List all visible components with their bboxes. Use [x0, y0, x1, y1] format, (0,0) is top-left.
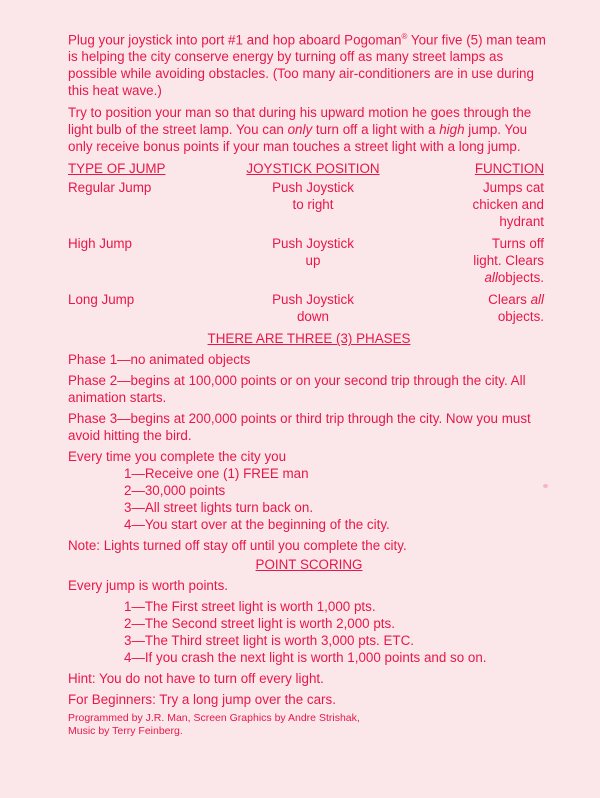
jump-type: Long Jump: [68, 292, 135, 308]
phase-2: Phase 2—begins at 100,000 points or on your second trip through the city. All animation starts.: [68, 373, 526, 406]
function-line-3: [388, 269, 544, 286]
registered-mark: ®: [401, 32, 408, 41]
credits-line-1: Programmed by J.R. Man, Screen Graphics by Andre Strishak,: [68, 712, 360, 725]
function-line-1: [388, 291, 544, 308]
position-line-2: down: [296, 309, 329, 325]
intro2-text-a: Try to position your man so that during his upward motion he goes through the light bulb of the street lamp. You can: [68, 105, 532, 138]
beginners-text: For Beginners: Try a long jump over the cars.: [68, 692, 336, 708]
position-line-2: to right: [292, 197, 334, 213]
function-line-3: hydrant: [499, 214, 544, 230]
list-item: 4—You start over at the beginning of the city.: [124, 517, 390, 533]
every-time-text: Every time you complete the city you: [68, 449, 287, 465]
intro2-text-c: jump. You only receive bonus points if your man touches a street light with a long jump.: [68, 122, 528, 155]
jump-function: [388, 235, 544, 286]
intro-text-a: Plug your joystick into port #1 and hop aboard Pogoman: [68, 32, 402, 48]
header-function: FUNCTION: [474, 161, 544, 177]
intro-paragraph-1: [68, 28, 550, 99]
function-line-1: Jumps cat: [482, 180, 544, 196]
jump-type: Regular Jump: [68, 180, 152, 196]
scoring-list: [68, 598, 550, 666]
function-line-2: objects.: [497, 309, 544, 325]
credits: [68, 712, 550, 738]
function-clears: Clears: [488, 292, 531, 308]
position-line-2: up: [305, 253, 321, 269]
intro-paragraph-2: [68, 104, 550, 155]
function-line-1: Turns off: [491, 236, 544, 252]
paper-speck: [543, 484, 548, 488]
joystick-position: [238, 235, 388, 286]
jump-function: [388, 291, 544, 325]
joystick-position: [238, 291, 388, 325]
list-item: 2—30,000 points: [124, 483, 226, 499]
phases-heading: THERE ARE THREE (3) PHASES: [207, 331, 411, 347]
note-text: Note: Lights turned off stay off until you complete the city.: [68, 538, 407, 554]
list-item: 4—If you crash the next light is worth 1,000 points and so on.: [124, 650, 487, 666]
jump-row-regular: [68, 179, 544, 230]
completion-list: [68, 465, 550, 533]
function-objects: objects.: [497, 270, 544, 286]
position-line-1: Push Joystick: [272, 236, 354, 252]
function-all: all: [484, 270, 498, 286]
joystick-position: [238, 179, 388, 230]
scoring-intro: Every jump is worth points.: [68, 578, 229, 594]
list-item: 2—The Second street light is worth 2,000 pts.: [124, 616, 395, 632]
header-position: JOYSTICK POSITION: [246, 161, 380, 177]
scoring-heading: POINT SCORING: [255, 557, 363, 573]
list-item: 3—The Third street light is worth 3,000 pts. ETC.: [124, 633, 415, 649]
list-item: 3—All street lights turn back on.: [124, 500, 314, 516]
list-item: 1—The First street light is worth 1,000 pts.: [124, 599, 376, 615]
function-line-2: light. Clears: [473, 253, 544, 269]
header-type: TYPE OF JUMP: [68, 161, 166, 177]
position-line-1: Push Joystick: [272, 292, 354, 308]
jump-type: High Jump: [68, 236, 133, 252]
function-line-2: chicken and: [472, 197, 544, 213]
position-line-1: Push Joystick: [272, 180, 354, 196]
hint-text: Hint: You do not have to turn off every light.: [68, 671, 324, 687]
function-all: all: [530, 292, 544, 308]
scoring-heading-wrap: [68, 556, 550, 573]
jump-table: [68, 160, 544, 325]
jump-function: [388, 179, 544, 230]
list-item: 1—Receive one (1) FREE man: [124, 466, 309, 482]
intro-text-b: Your five (5) man team is helping the city conserve energy by turning off as many street lamps as possible while avoiding obstacles. (Too many air-conditioners are in use during this heat wave.): [68, 32, 546, 99]
jump-row-long: [68, 291, 544, 325]
intro2-only: only: [287, 122, 313, 138]
credits-line-2: Music by Terry Feinberg.: [68, 725, 183, 738]
intro2-text-b: turn off a light with a: [312, 122, 440, 138]
phase-1: Phase 1—no animated objects: [68, 352, 251, 368]
phases-heading-wrap: [68, 330, 550, 347]
phase-3: Phase 3—begins at 200,000 points or third trip through the city. Now you must avoid hitting the bird.: [68, 411, 531, 444]
intro2-high: high: [439, 122, 465, 138]
jump-row-high: [68, 235, 544, 286]
jump-table-header: [68, 160, 544, 177]
